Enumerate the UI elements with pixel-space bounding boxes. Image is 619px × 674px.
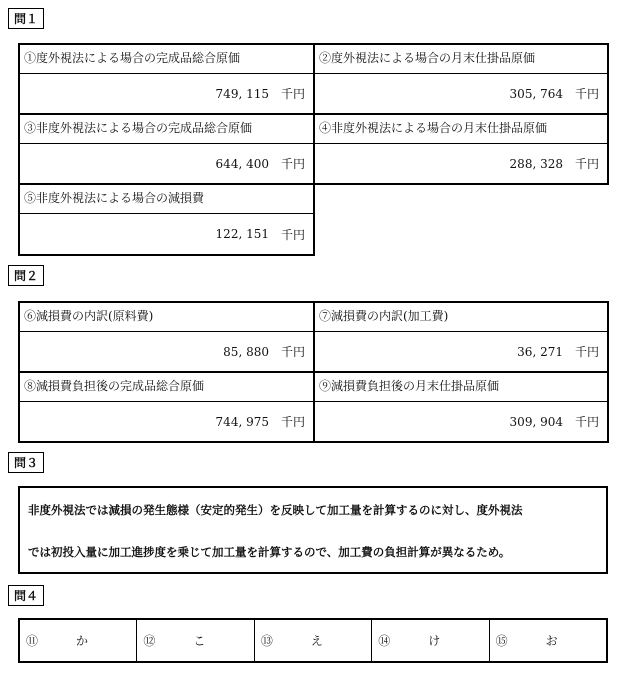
q3-answer-line-2: では初投入量に加工進捗度を乗じて加工量を計算するので、加工費の負担計算が異なるため。 — [28, 545, 511, 559]
q1-cell-5 — [18, 183, 315, 256]
item-answer: お — [545, 634, 558, 648]
cell-label: ⑧減損費負担後の完成品総合原価 — [24, 379, 205, 393]
cell-label: ⑨減損費負担後の月末仕掛品原価 — [319, 379, 500, 393]
item-number: ⑭ — [378, 634, 391, 648]
q2-heading: 問２ — [8, 265, 44, 286]
item-answer: け — [428, 634, 441, 648]
cell-unit: 千円 — [574, 345, 599, 359]
cell-value: 644, 400 — [215, 156, 269, 171]
q3-answer-line-1: 非度外視法では減損の発生態様（安定的発生）を反映して加工量を計算するのに対し、度外視法 — [28, 503, 523, 517]
item-number: ⑬ — [260, 634, 273, 648]
cell-unit: 千円 — [280, 227, 305, 242]
cell-unit: 千円 — [280, 87, 305, 101]
q4-item-15 — [490, 620, 606, 661]
q2-cell-8 — [18, 371, 315, 443]
item-answer: か — [76, 634, 89, 648]
cell-value: 85, 880 — [223, 344, 269, 359]
cell-label: ⑤非度外視法による場合の減損費 — [24, 191, 205, 205]
cell-label: ③非度外視法による場合の完成品総合原価 — [24, 121, 253, 135]
cell-value: 744, 975 — [215, 414, 269, 429]
q2-cell-9 — [313, 371, 609, 443]
cell-value: 36, 271 — [517, 344, 563, 359]
cell-unit: 千円 — [280, 157, 305, 171]
cell-label: ④非度外視法による場合の月末仕掛品原価 — [319, 121, 548, 135]
q4-answer-row — [18, 618, 608, 663]
item-number: ⑮ — [495, 634, 508, 648]
q1-heading: 問１ — [8, 8, 44, 29]
q3-answer-box — [18, 486, 608, 574]
item-number: ⑪ — [26, 634, 39, 648]
item-answer: え — [310, 634, 323, 648]
q4-item-12 — [137, 620, 254, 661]
cell-label: ⑥減損費の内訳(原料費) — [24, 309, 154, 323]
cell-label: ⑦減損費の内訳(加工費) — [319, 309, 449, 323]
cell-unit: 千円 — [574, 157, 599, 171]
cell-value: 288, 328 — [509, 156, 563, 171]
cell-unit: 千円 — [280, 415, 305, 429]
q4-item-11 — [20, 620, 137, 661]
cell-value: 122, 151 — [215, 227, 269, 241]
item-number: ⑫ — [143, 634, 156, 648]
cell-value: 749, 115 — [215, 86, 269, 101]
q3-heading: 問３ — [8, 452, 44, 473]
cell-unit: 千円 — [280, 345, 305, 359]
q2-cell-6 — [18, 301, 315, 373]
cell-value: 309, 904 — [509, 414, 563, 429]
q4-item-14 — [372, 620, 489, 661]
q1-cell-3 — [18, 113, 315, 185]
q1-cell-1 — [18, 43, 315, 115]
q1-cell-2 — [313, 43, 609, 115]
cell-label: ①度外視法による場合の完成品総合原価 — [24, 51, 241, 65]
cell-label: ②度外視法による場合の月末仕掛品原価 — [319, 51, 536, 65]
q2-cell-7 — [313, 301, 609, 373]
q4-item-13 — [255, 620, 372, 661]
q4-heading: 問４ — [8, 585, 44, 606]
q1-cell-4 — [313, 113, 609, 185]
cell-value: 305, 764 — [509, 86, 563, 101]
cell-unit: 千円 — [574, 87, 599, 101]
cell-unit: 千円 — [574, 415, 599, 429]
item-answer: こ — [193, 634, 206, 648]
